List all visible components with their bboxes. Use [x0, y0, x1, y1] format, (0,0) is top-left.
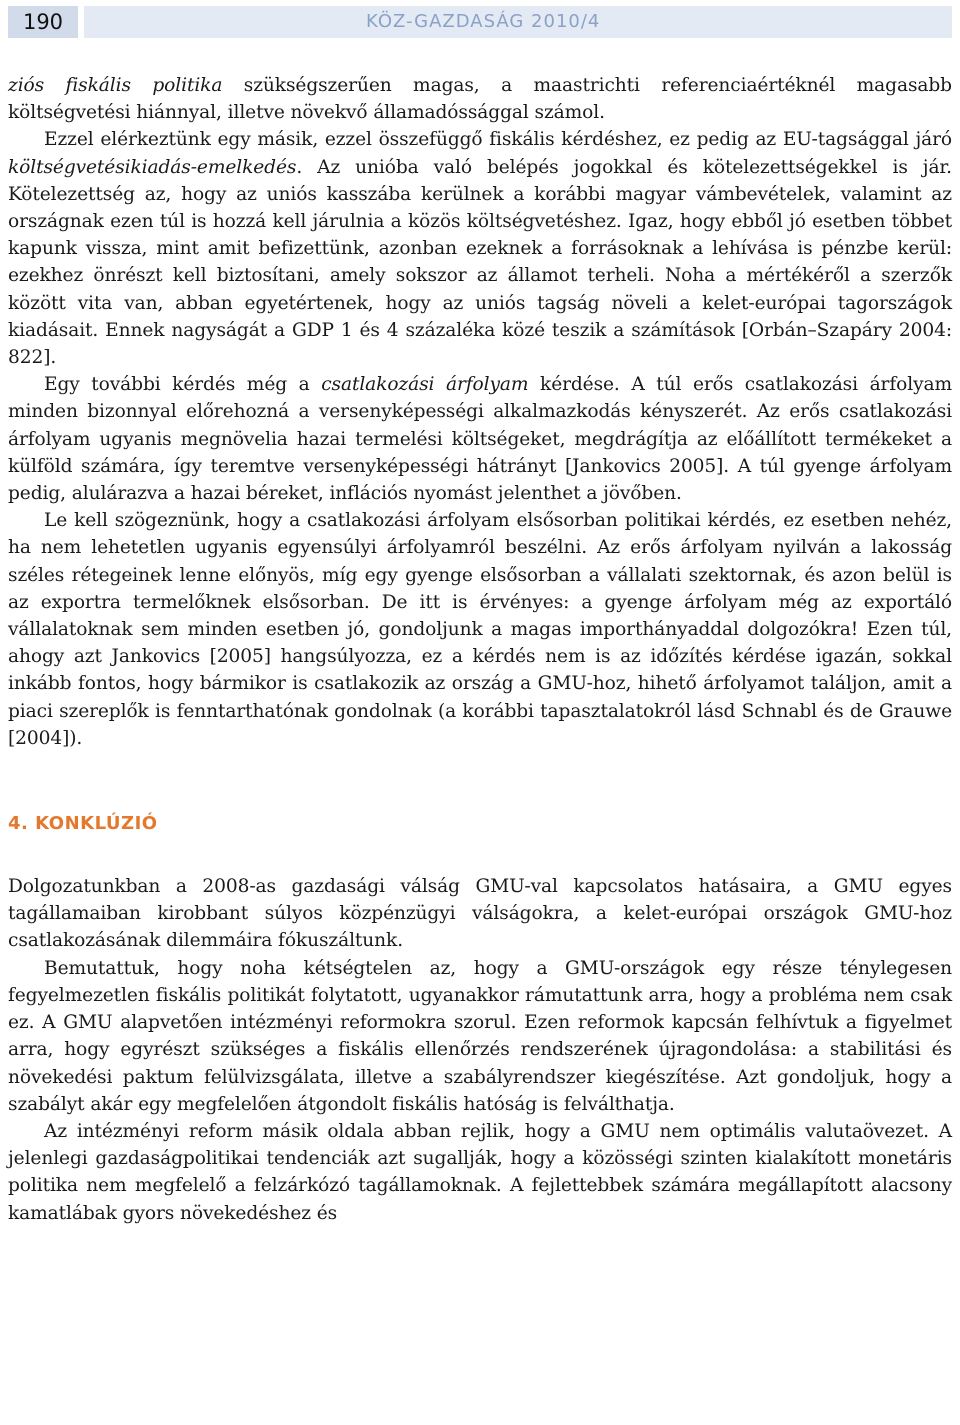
conclusion-paragraph-3: Az intézményi reform másik oldala abban rejlik, hogy a GMU nem optimális valutaövezet. A jelenlegi gazdaságpolitikai tendenciák azt sugallják, hogy a közösségi szinten kialakított monetáris politika nem megfelelő a felzárkózó tagállamoknak. A fejlettebbek számára megállapított alacsony kamatlábak gyors növekedéshez és — [8, 1120, 952, 1224]
paragraph-text: kérdése. A túl erős csatlakozási árfolyam minden bizonnyal előrehozná a versenyképességi alkalmazkodás kényszerét. Az erős csatlakozási árfolyam ugyanis megnövelia hazai termelési költségeket, megdrágítja az előállított termékeket a külföld számára, így teremtve versenyképességi hátrányt [Jankovics 2005]. A túl gyenge árfolyam pedig, alulárazva a hazai béreket, inflációs nyomást jelenthet a jövőben. — [8, 374, 952, 505]
journal-band — [84, 6, 952, 38]
conclusion-paragraph-1: Dolgozatunkban a 2008-as gazdasági válság GMU-val kapcsolatos hatásaira, a GMU egyes tagállamaiban kirobbant súlyos közpénzügyi válságokra, a kelet-európai országok GMU-hoz csatlakozásának dilemmáira fókuszáltunk. — [8, 876, 952, 952]
paragraph-text: . Az unióba való belépés jogokkal és kötelezettségekkel is jár. Kötelezettség az, hogy az uniós kasszába kerülnek a korábbi magyar vámbevételek, valamint az országnak ezen túl is hozzá kell járulnia a közös költségvetéshez. Igaz, hogy ebből jó esetben többet kapunk vissza, mint amit befizettünk, azonban ezeknek a forrásoknak a lehívása is pénzbe kerül: ezekhez önrészt kell biztosítani, amely sokszor az államot terheli. Noha a mértékéről a szerzők között vita van, abban egyetértenek, hogy az uniós tagság növeli a kelet-európai tagországok kiadásait. Ennek nagyságát a GDP 1 és 4 százaléka közé teszik a számítások [Orbán–Szapáry 2004: 822]. — [8, 156, 952, 369]
paragraph-text: szükségszerűen magas, a maastrichti referenciaértéknél magasabb költségvetési hiánnyal, illetve növekvő államadóssággal számol. — [8, 75, 952, 124]
emphasis: csatlakozási árfolyam — [321, 374, 529, 396]
section-heading: 4. KONKLÚZIÓ — [8, 813, 158, 835]
paragraph-text: Ezzel elérkeztünk egy másik, ezzel összefüggő fiskális kérdéshez, ez pedig az EU-tagsággal járó — [44, 129, 952, 151]
page-header — [8, 6, 952, 38]
page-number: 190 — [8, 6, 78, 38]
paragraph-1 — [8, 72, 952, 126]
article-body — [8, 72, 952, 1227]
paragraph-text: Egy további kérdés még a — [44, 374, 322, 396]
paragraph-4: Le kell szögeznünk, hogy a csatlakozási árfolyam elsősorban politikai kérdés, ez esetben nehéz, ha nem lehetetlen ugyanis egyensúlyi árfolyamról beszélni. Az erős árfolyam nyilván a lakosság széles rétegeinek lenne előnyös, míg egy gyenge elsősorban a vállalati szektornak, és azon belül is az exportra termelőknek elsősorban. De itt is érvényes: a gyenge árfolyam még az exportáló vállalatoknak sem minden esetben jó, gondoljunk a magas importhányaddal dolgozókra! Ezen túl, ahogy azt Jankovics [2005] hangsúlyozza, ez a kérdés nem is az időzítés kérdése igazán, sokkal inkább fontos, hogy bármikor is csatlakozik az ország a GMU-hoz, hihető árfolyamot találjon, amit a piaci szereplők is fenntarthatónak gondolnak (a korábbi tapasztalatokról lásd Schnabl és de Grauwe [2004]). — [8, 510, 952, 749]
conclusion-paragraph-2: Bemutattuk, hogy noha kétségtelen az, hogy a GMU-országok egy része ténylegesen fegyelmezetlen fiskális politikát folytatott, ugyanakkor rámutattunk arra, hogy a probléma nem csak ez. A GMU alapvetően intézményi reformokra szorul. Ezen reformok kapcsán felhívtuk a figyelmet arra, hogy egyrészt szükséges a fiskális ellenőrzés rendszerének újragondolása: a stabilitási és növekedési paktum felülvizsgálata, illetve a szabályrendszer kiegészítése. Azt gondoljuk, hogy a szabályt akár egy megfelelően átgondolt fiskális hatóság is felválthatja. — [8, 957, 952, 1115]
emphasis: ziós fiskális politika — [8, 75, 223, 96]
paragraph-2 — [8, 126, 952, 371]
emphasis: költségvetésikiadás-emelkedés — [8, 156, 297, 178]
paragraph-3 — [8, 371, 952, 507]
journal-title: KÖZ-GAZDASÁG 2010/4 — [366, 11, 601, 32]
